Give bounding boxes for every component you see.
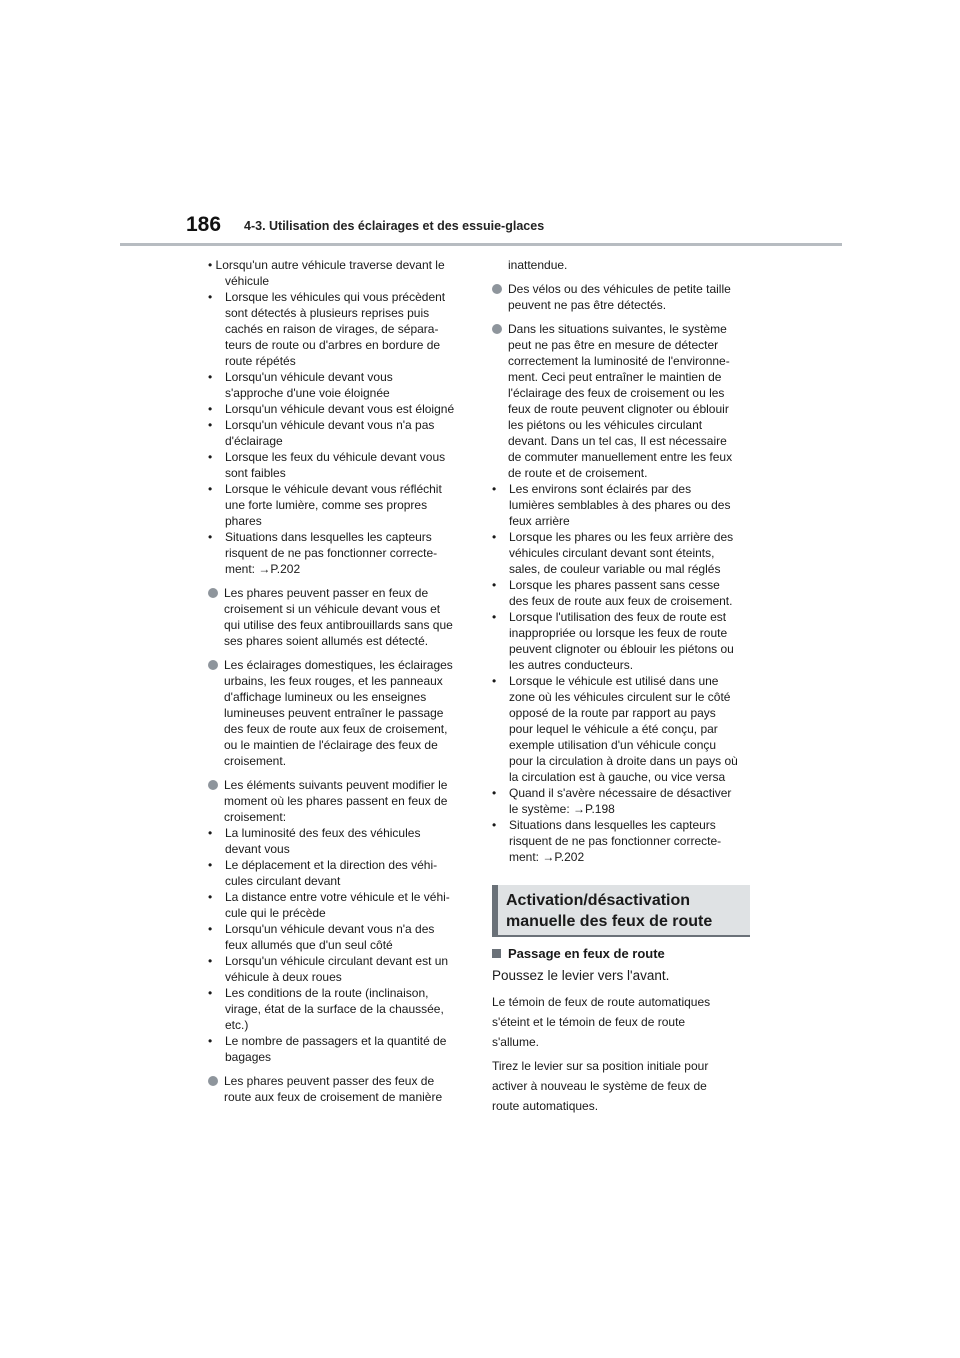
text-line: des feux de route aux feux de croisement,	[224, 722, 448, 736]
list-item	[208, 825, 474, 857]
list-item	[492, 673, 752, 785]
bulleted-paragraph	[208, 777, 474, 1065]
bulleted-paragraph	[208, 657, 474, 769]
list-item	[208, 1033, 474, 1065]
circle-bullet-icon	[492, 284, 502, 294]
text-line: la circulation est à gauche, ou vice versa	[509, 770, 726, 784]
section-heading-line: manuelle des feux de route	[506, 913, 713, 930]
text-line: peuvent clignoter ou éblouir les piétons ou	[509, 642, 734, 656]
text-line: Le nombre de passagers et la quantité de	[225, 1034, 447, 1048]
bulleted-paragraph	[492, 281, 752, 313]
square-bullet-icon	[492, 949, 501, 958]
text-line: moment où les phares passent en feux de	[224, 794, 448, 808]
text-line: Les environs sont éclairés par des	[509, 482, 692, 496]
text-line: phares	[225, 514, 262, 528]
circle-bullet-icon	[492, 324, 502, 334]
list-item	[208, 401, 474, 417]
text-line: cachés en raison de virages, de sépara-	[225, 322, 439, 336]
paragraph-text	[508, 281, 752, 313]
text-line: correctement la luminosité de l'environne-	[508, 354, 730, 368]
text-line: Situations dans lesquelles les capteurs	[225, 530, 432, 544]
text-line: d'éclairage	[225, 434, 283, 448]
text-line: devant. Dans un tel cas, Il est nécessaire	[508, 434, 727, 448]
text-line: peut ne pas être en mesure de détecter	[508, 338, 719, 352]
text-line: pour lequel le véhicule a été conçu, par	[509, 722, 718, 736]
paragraph-text	[508, 321, 752, 481]
list-item	[208, 257, 474, 289]
text-line: route répétés	[225, 354, 296, 368]
paragraph-text	[224, 657, 474, 769]
text-line: véhicule	[225, 274, 270, 288]
list-item	[492, 609, 752, 673]
text-line: les piétons ou les véhicules circulant	[508, 418, 703, 432]
text-line: s'approche d'une voie éloignée	[225, 386, 390, 400]
text-line: Les phares peuvent passer en feux de	[224, 586, 429, 600]
text-line: feux arrière	[509, 514, 570, 528]
left-column	[208, 257, 474, 1105]
text-line: Lorsqu'un véhicule devant vous n'a pas	[225, 418, 435, 432]
text-line: feux allumés que d'un seul côté	[225, 938, 393, 952]
text-line: Lorsqu'un véhicule devant vous	[225, 370, 393, 384]
text-line: les autres conducteurs.	[509, 658, 634, 672]
text-line: Le déplacement et la direction des véhi-	[225, 858, 438, 872]
text-line: croisement:	[224, 810, 287, 824]
text-line: sont faibles	[225, 466, 286, 480]
text-line: lumières semblables à des phares ou des	[509, 498, 731, 512]
list-item	[208, 481, 474, 529]
text-line: Les phares peuvent passer des feux de	[224, 1074, 435, 1088]
text-line: Lorsque les phares passent sans cesse	[509, 578, 720, 592]
list-item	[208, 921, 474, 953]
text-line: zone où les véhicules circulent sur le côté	[509, 690, 731, 704]
text-line: Lorsque le véhicule est utilisé dans une	[509, 674, 719, 688]
list-item	[208, 889, 474, 921]
text-line: devant vous	[225, 842, 290, 856]
paragraph-text	[224, 777, 474, 825]
text-line: une forte lumière, comme ses propres	[225, 498, 428, 512]
section-heading-line: Activation/désactivation	[506, 892, 691, 909]
text-line: La luminosité des feux des véhicules	[225, 826, 421, 840]
text-line: Quand il s'avère nécessaire de désactiver	[509, 786, 732, 800]
text-line: etc.)	[225, 1018, 249, 1032]
bullet-list	[508, 481, 752, 865]
text-line: • Lorsqu'un autre véhicule traverse devant le	[208, 258, 445, 272]
text-line: Situations dans lesquelles les capteurs	[509, 818, 716, 832]
text-line: ou le maintien de l'éclairage des feux de	[224, 738, 438, 752]
text-line: Lorsque les véhicules qui vous précèdent	[225, 290, 446, 304]
text-line: Dans les situations suivantes, le système	[508, 322, 727, 336]
text-line: sales, de couleur variable ou mal réglés	[509, 562, 721, 576]
text-line: feux de route peuvent clignoter ou éblouir	[508, 402, 729, 416]
header-rule	[120, 243, 842, 246]
text-line: véhicules circulant devant sont éteints,	[509, 546, 715, 560]
list-item	[492, 529, 752, 577]
text-line: des feux de route aux feux de croisement.	[509, 594, 733, 608]
text-line: bagages	[225, 1050, 272, 1064]
text-line: lumineuses peuvent entraîner le passage	[224, 706, 444, 720]
list-item	[208, 529, 474, 577]
list-item	[208, 857, 474, 889]
text-line: l'éclairage des feux de croisement ou les	[508, 386, 725, 400]
bullet-list	[208, 257, 474, 577]
text-line: véhicule à deux roues	[225, 970, 342, 984]
list-item	[208, 953, 474, 985]
text-line: urbains, les feux rouges, et les panneaux	[224, 674, 443, 688]
text-line: ment: →P.202	[509, 850, 585, 864]
subheading	[492, 946, 665, 961]
text-line: Lorsque les phares ou les feux arrière des	[509, 530, 734, 544]
instruction: Poussez le levier vers l'avant.	[492, 968, 670, 983]
text-line: d'affichage lumineux ou les enseignes	[224, 690, 427, 704]
subheading-text: Passage en feux de route	[508, 946, 665, 961]
page-number: 186	[186, 213, 222, 236]
text-line: Les éclairages domestiques, les éclairages	[224, 658, 453, 672]
list-item	[208, 449, 474, 481]
text-line: croisement.	[224, 754, 287, 768]
note	[492, 1056, 754, 1116]
text-line: pour la circulation à droite dans un pays où	[509, 754, 738, 768]
list-item	[208, 289, 474, 369]
text-line: peuvent ne pas être détectés.	[508, 298, 667, 312]
text-line: Le témoin de feux de route automatiques	[492, 995, 711, 1009]
text-line: route automatiques.	[492, 1099, 599, 1113]
text-line: risquent de ne pas fonctionner correcte-	[509, 834, 722, 848]
circle-bullet-icon	[208, 1076, 218, 1086]
continuation-text: inattendue.	[508, 258, 568, 272]
text-line: route aux feux de croisement de manière	[224, 1090, 443, 1104]
text-line: ses phares soient allumés est détecté.	[224, 634, 429, 648]
paragraph-text	[224, 1073, 474, 1105]
circle-bullet-icon	[208, 588, 218, 598]
bulleted-paragraph	[492, 321, 752, 865]
text-line: Lorsque les feux du véhicule devant vous	[225, 450, 446, 464]
note	[492, 992, 754, 1052]
text-line: teurs de route ou d'arbres en bordure de	[225, 338, 441, 352]
list-item	[492, 817, 752, 865]
text-line: ment: →P.202	[225, 562, 301, 576]
text-line: activer à nouveau le système de feux de	[492, 1079, 707, 1093]
text-line: Lorsqu'un véhicule circulant devant est un	[225, 954, 449, 968]
section-heading-box	[492, 885, 750, 937]
text-line: Lorsque le véhicule devant vous réfléchit	[225, 482, 442, 496]
text-line: Lorsque l'utilisation des feux de route est	[509, 610, 727, 624]
list-item	[492, 577, 752, 609]
list-item	[492, 785, 752, 817]
circle-bullet-icon	[208, 780, 218, 790]
list-item	[208, 985, 474, 1033]
text-line: cules circulant devant	[225, 874, 341, 888]
text-line: Lorsqu'un véhicule devant vous n'a des	[225, 922, 435, 936]
section-title: 4-3. Utilisation des éclairages et des essuie-glaces	[244, 219, 545, 233]
text-line: sont détectés à plusieurs reprises puis	[225, 306, 430, 320]
circle-bullet-icon	[208, 660, 218, 670]
text-line: Lorsqu'un véhicule devant vous est éloigné	[225, 402, 455, 416]
text-line: cule qui le précède	[225, 906, 326, 920]
text-line: exemple utilisation d'un véhicule conçu	[509, 738, 717, 752]
bullet-list	[224, 825, 474, 1065]
list-item	[208, 369, 474, 401]
text-line: croisement si un véhicule devant vous et	[224, 602, 441, 616]
text-line: qui utilise des feux antibrouillards sans que	[224, 618, 453, 632]
text-line: inappropriée ou lorsque les feux de route	[509, 626, 728, 640]
text-line: le système: →P.198	[509, 802, 615, 816]
text-line: virage, état de la surface de la chaussée,	[225, 1002, 444, 1016]
text-line: Tirez le levier sur sa position initiale pour	[492, 1059, 709, 1073]
right-column	[492, 257, 752, 865]
bulleted-paragraph	[208, 585, 474, 649]
text-line: Les conditions de la route (inclinaison,	[225, 986, 429, 1000]
text-line: Des vélos ou des véhicules de petite taille	[508, 282, 731, 296]
text-line: opposé de la route par rapport au pays	[509, 706, 716, 720]
text-line: ment. Ceci peut entraîner le maintien de	[508, 370, 722, 384]
text-line: La distance entre votre véhicule et le véhi-	[225, 890, 450, 904]
list-item	[208, 417, 474, 449]
bulleted-paragraph	[208, 1073, 474, 1105]
list-item	[492, 481, 752, 529]
text-line: Les éléments suivants peuvent modifier le	[224, 778, 448, 792]
paragraph-text	[224, 585, 474, 649]
text-line: s'allume.	[492, 1035, 539, 1049]
text-line: risquent de ne pas fonctionner correcte-	[225, 546, 438, 560]
text-line: de route et de croisement.	[508, 466, 648, 480]
text-line: s'éteint et le témoin de feux de route	[492, 1015, 686, 1029]
text-line: de commuter manuellement entre les feux	[508, 450, 733, 464]
